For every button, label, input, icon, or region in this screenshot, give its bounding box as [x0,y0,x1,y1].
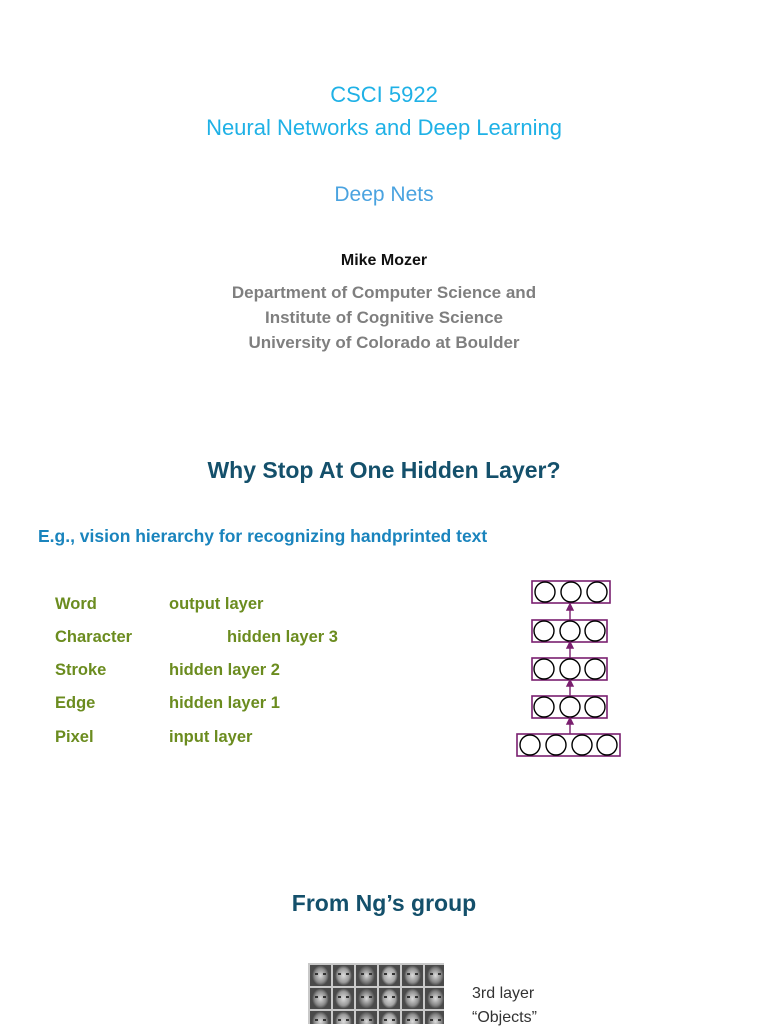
feature-face-tile [425,1011,444,1024]
network-arrowhead [567,680,573,686]
feature-face-tile [333,988,354,1009]
layer-input: input layer [169,728,253,746]
layer-hidden-3: hidden layer 3 [227,628,338,646]
feature-face-tile [379,1011,400,1024]
network-unit [597,735,617,755]
feature-face-tile [310,1011,331,1024]
slide-heading-ng: From Ng’s group [291,890,477,916]
network-arrowhead [567,642,573,648]
face-eyes-mark [407,973,418,975]
course-code: CSCI 5922 [330,82,438,107]
face-eyes-mark [430,1019,441,1021]
concept-word: Word [55,595,97,613]
face-eyes-mark [384,1019,395,1021]
network-unit [561,582,581,602]
feature-face-tile [379,965,400,986]
course-title: Neural Networks and Deep Learning [206,115,562,140]
network-unit [560,621,580,641]
network-unit [560,659,580,679]
lecture-title: Deep Nets [334,183,434,206]
feature-face-tile [333,965,354,986]
face-eyes-mark [430,973,441,975]
feature-face-tile [379,988,400,1009]
affiliation-line-1: Department of Computer Science and [231,283,537,302]
face-eyes-mark [384,996,395,998]
face-eyes-mark [315,1019,326,1021]
network-unit [534,621,554,641]
feature-face-tile [356,965,377,986]
network-unit [534,659,554,679]
face-eyes-mark [338,996,349,998]
affiliation-line-2: Institute of Cognitive Science [264,308,504,327]
network-arrowhead [567,604,573,610]
feature-visualization-grid [308,963,444,1024]
concept-edge: Edge [55,694,96,712]
feature-face-tile [425,988,444,1009]
layer-hidden-2: hidden layer 2 [169,661,280,679]
face-eyes-mark [407,1019,418,1021]
face-eyes-mark [338,1019,349,1021]
feature-face-tile [425,965,444,986]
face-eyes-mark [430,996,441,998]
affiliation-line-3: University of Colorado at Boulder [248,333,520,352]
feature-face-tile [333,1011,354,1024]
layer-hidden-1: hidden layer 1 [169,694,280,712]
network-unit [585,621,605,641]
feature-face-tile [402,965,423,986]
caption-layer: 3rd layer [472,985,535,1002]
concept-character: Character [55,628,133,646]
feature-face-tile [402,988,423,1009]
network-unit [585,697,605,717]
feature-face-tile [310,988,331,1009]
network-unit [535,582,555,602]
face-eyes-mark [315,996,326,998]
face-eyes-mark [361,973,372,975]
face-eyes-mark [338,973,349,975]
network-unit [560,697,580,717]
face-eyes-mark [361,1019,372,1021]
network-unit [587,582,607,602]
feature-face-tile [356,988,377,1009]
network-unit [585,659,605,679]
network-unit [520,735,540,755]
face-eyes-mark [315,973,326,975]
face-eyes-mark [361,996,372,998]
network-arrowhead [567,718,573,724]
feature-face-tile [402,1011,423,1024]
concept-stroke: Stroke [55,661,107,679]
network-unit [534,697,554,717]
author-name: Mike Mozer [340,252,428,269]
face-eyes-mark [384,973,395,975]
slide-heading: Why Stop At One Hidden Layer? [207,457,561,483]
face-eyes-mark [407,996,418,998]
slide-subheading: E.g., vision hierarchy for recognizing handprinted text [38,526,488,546]
caption-objects: “Objects” [472,1009,537,1026]
network-unit [572,735,592,755]
layer-output: output layer [169,595,264,613]
network-unit [546,735,566,755]
feature-face-tile [356,1011,377,1024]
feature-face-tile [310,965,331,986]
concept-pixel: Pixel [55,728,94,746]
layered-network-diagram [510,575,630,765]
